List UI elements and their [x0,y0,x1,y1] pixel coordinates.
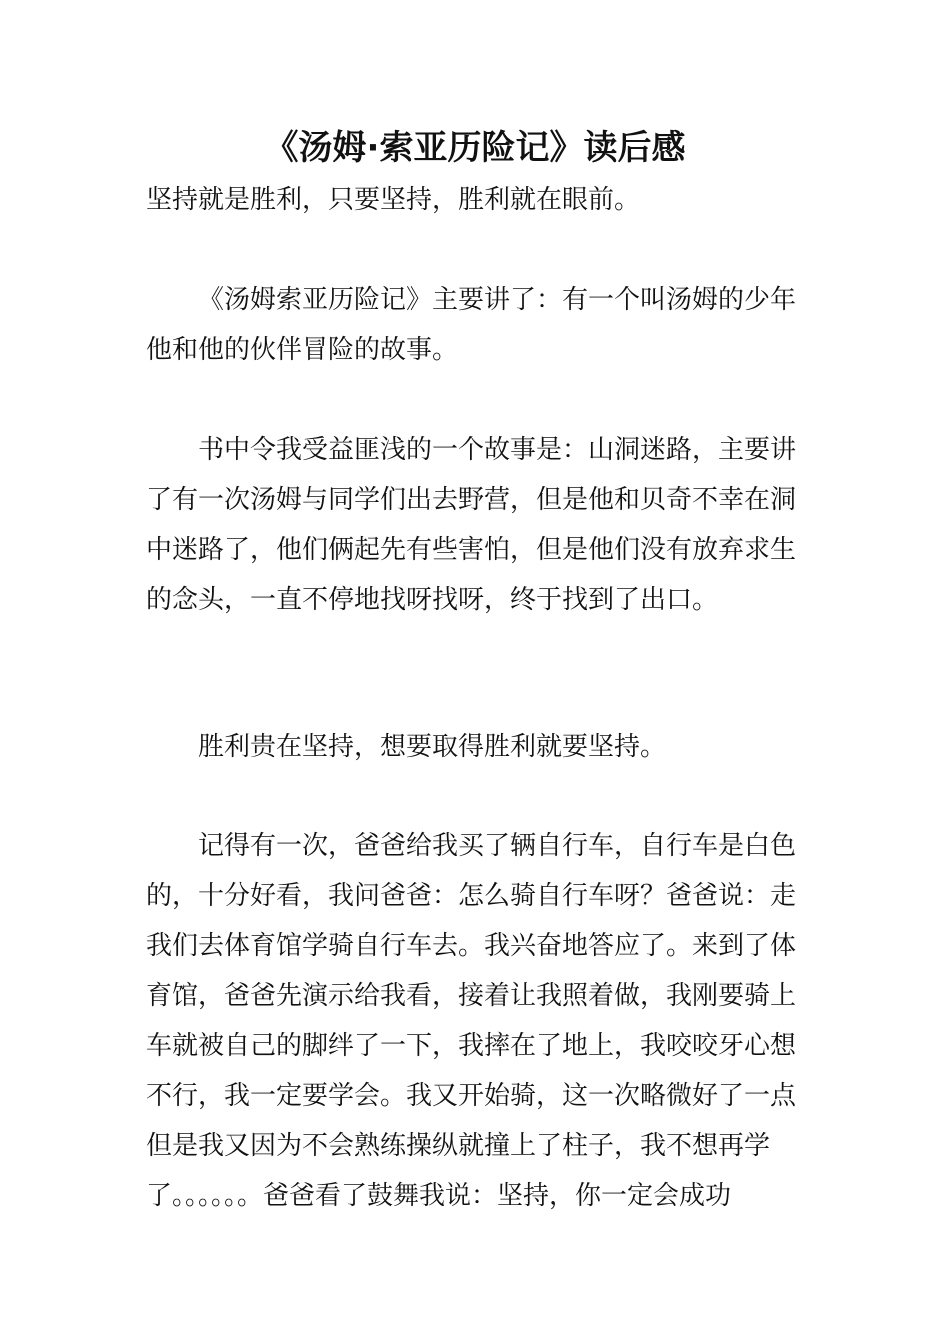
document-title: 《汤姆·索亚历险记》读后感 [264,128,686,168]
text-line: 《汤姆索亚历险记》主要讲了：有一个叫汤姆的少年 [198,285,797,315]
text-line: 但是我又因为不会熟练操纵就撞上了柱子，我不想再学 [146,1131,771,1161]
text-line: 我们去体育馆学骑自行车去。我兴奋地答应了。来到了体 [146,931,797,961]
text-line: 车就被自己的脚绊了一下，我摔在了地上，我咬咬牙心想 [146,1031,797,1061]
text-line: 不行，我一定要学会。我又开始骑，这一次略微好了一点 [146,1081,797,1111]
text-line: 的念头，一直不停地找呀找呀，终于找到了出口。 [146,585,719,615]
text-line: 他和他的伙伴冒险的故事。 [146,335,459,365]
text-line: 坚持就是胜利，只要坚持，胜利就在眼前。 [146,185,641,215]
text-line: 书中令我受益匪浅的一个故事是：山洞迷路，主要讲 [198,435,797,465]
text-line: 胜利贵在坚持，想要取得胜利就要坚持。 [198,732,667,762]
text-line: 了有一次汤姆与同学们出去野营，但是他和贝奇不幸在洞 [146,485,797,515]
text-line: 中迷路了，他们俩起先有些害怕，但是他们没有放弃求生 [146,535,797,565]
text-line: 育馆，爸爸先演示给我看，接着让我照着做，我刚要骑上 [146,981,797,1011]
text-line: 了。。。。。。爸爸看了鼓舞我说：坚持，你一定会成功 [146,1181,732,1211]
text-line: 的，十分好看，我问爸爸：怎么骑自行车呀？爸爸说：走 [146,881,797,911]
text-line: 记得有一次，爸爸给我买了辆自行车，自行车是白色 [198,831,797,861]
